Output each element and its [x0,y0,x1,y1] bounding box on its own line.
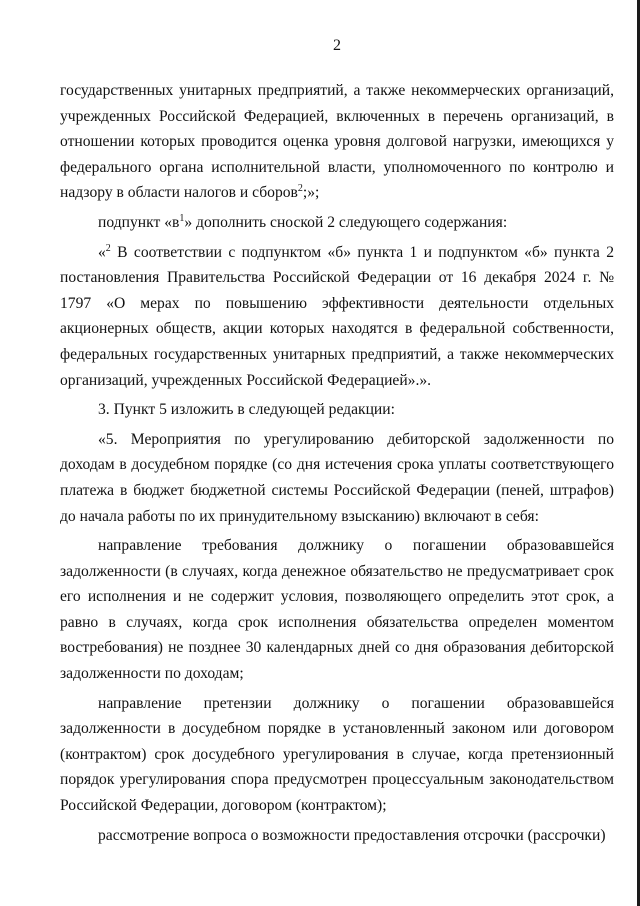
paragraph-2 [60,210,614,236]
paragraph-7: направление претензии должнику о погашении образовавшейся задолженности в досудебном порядке в установленный законом или договором (контрактом) срок досудебного урегулирования в случае, когда претензионный порядок урегулирования спора предусмотрен процессуальным законодательством Российской Федерации, договором (контрактом); [60,694,614,815]
paragraph-3-footnote [60,240,614,394]
paragraph-1-tail: ;»; [302,184,320,202]
footnote-mark-2: 2 [105,242,111,254]
paragraph-1 [60,78,614,206]
paragraph-5: «5. Мероприятия по урегулированию дебиторской задолженности по доходам в досудебном порядке (со дня истечения срока уплаты соответствующего платежа в бюджет бюджетной системы Российской Федерации (пеней, штрафов) до начала работы по их принудительному взысканию) включают в себя: [60,430,614,525]
paragraph-6: направление требования должнику о погашении образовавшейся задолженности (в случаях, когда денежное обязательство не предусматривает срок его исполнения и не содержит условия, позволяющего определить этот срок, а равно в случаях, когда срок исполнения обязательства определен моментом востребования) не позднее 30 календарных дней со дня образования дебиторской задолженности по доходам; [60,537,614,683]
superscript-1: 1 [179,212,185,224]
paragraph-2-text-a: подпункт «в [98,213,180,231]
paragraph-2-text-b: » дополнить сноской 2 следующего содержания: [184,213,508,231]
paragraph-3-text: В соответствии с подпунктом «б» пункта 1 и подпунктом «б» пункта 2 постановления Правительства Российской Федерации от 16 декабря 2024 г. № 1797 «О мерах по повышению эффективности деятельности отдельных акционерных обществ, акции которых находятся в федеральной собственности, федеральных государственных унитарных предприятий, а также некоммерческих организаций, учрежденных Российской Федерацией».». [60,243,614,389]
paragraph-8: рассмотрение вопроса о возможности предоставления отсрочки (рассрочки) [98,826,606,844]
paragraph-1-text: государственных унитарных предприятий, а также некоммерческих организаций, учрежденных Российской Федерацией, включенных в перечень организаций, в отношении которых проводится оценка уровня долговой нагрузки, имеющихся у федерального органа исполнительной власти, уполномоченного по контролю и надзору в области налогов и сборов [60,82,614,202]
paragraph-3-open-quote: « [98,243,106,261]
paragraph-4: 3. Пункт 5 изложить в следующей редакции: [98,401,395,419]
page-number: 2 [333,37,341,54]
footnote-ref-2: 2 [297,183,303,195]
